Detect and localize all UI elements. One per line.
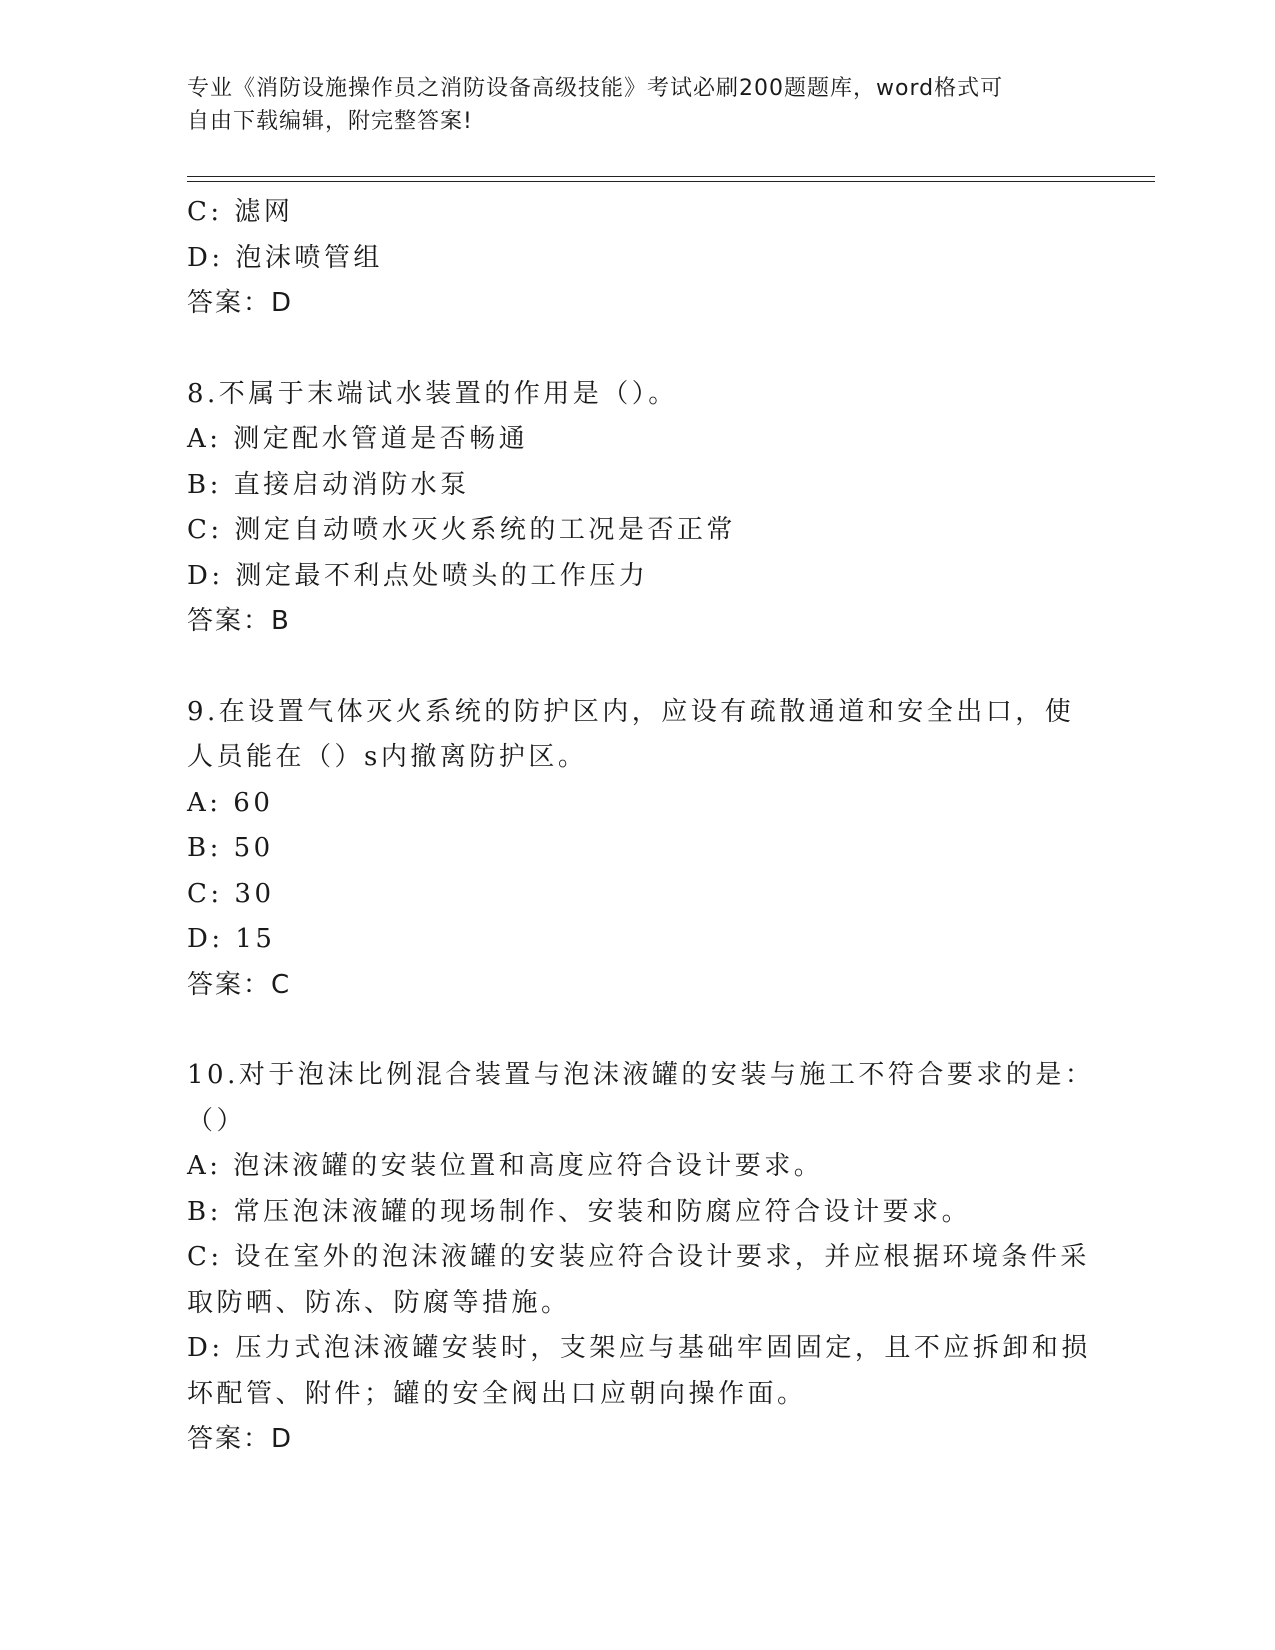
question-8 — [187, 372, 1087, 645]
question-stem: 8.不属于末端试水装置的作用是（）。 — [187, 378, 678, 409]
option-a: A: 测定配水管道是否畅通 — [187, 424, 529, 454]
option-c: C: 设在室外的泡沫液罐的安装应符合设计要求，并应根据环境条件采 — [187, 1242, 1090, 1272]
header-line-2: 自由下载编辑，附完整答案! — [187, 109, 473, 134]
option-d: D: 压力式泡沫液罐安装时，支架应与基础牢固固定，且不应拆卸和损 — [187, 1333, 1091, 1363]
question-9 — [187, 690, 1087, 1009]
answer-line: 答案：D — [187, 1424, 294, 1454]
option-c: C: 滤网 — [187, 197, 294, 227]
answer-line: 答案：B — [187, 606, 291, 636]
header-rule-bottom — [187, 181, 1155, 182]
option-c-cont: 取防晒、防冻、防腐等措施。 — [187, 1287, 571, 1318]
answer-line: 答案：C — [187, 969, 292, 1000]
option-c: C: 测定自动喷水灭火系统的工况是否正常 — [187, 515, 736, 545]
option-b: B: 常压泡沫液罐的现场制作、安装和防腐应符合设计要求。 — [187, 1196, 972, 1227]
option-d: D: 15 — [187, 924, 276, 954]
option-d-cont: 坏配管、附件；罐的安全阀出口应朝向操作面。 — [187, 1378, 807, 1409]
option-b: B: 50 — [187, 833, 274, 863]
question-content — [187, 190, 1095, 1463]
question-10 — [187, 1053, 1095, 1463]
previous-question-tail — [187, 190, 1087, 327]
option-d: D: 测定最不利点处喷头的工作压力 — [187, 560, 649, 591]
document-header — [187, 72, 1087, 138]
option-b: B: 直接启动消防水泵 — [187, 469, 470, 500]
option-a: A: 泡沫液罐的安装位置和高度应符合设计要求。 — [187, 1151, 824, 1181]
question-stem-cont: 人员能在（）s内撤离防护区。 — [187, 742, 588, 772]
header-rule-top — [187, 176, 1155, 177]
header-line-1: 专业《消防设施操作员之消防设备高级技能》考试必刷200题题库，word格式可 — [187, 76, 1004, 101]
option-d: D: 泡沫喷管组 — [187, 242, 383, 273]
question-stem-cont: （） — [187, 1105, 247, 1136]
option-c: C: 30 — [187, 878, 275, 909]
answer-line: 答案：D — [187, 288, 294, 318]
question-stem: 9.在设置气体灭火系统的防护区内，应设有疏散通道和安全出口，使 — [187, 696, 1075, 727]
question-stem: 10.对于泡沫比例混合装置与泡沫液罐的安装与施工不符合要求的是： — [187, 1060, 1095, 1090]
option-a: A: 60 — [187, 787, 274, 818]
